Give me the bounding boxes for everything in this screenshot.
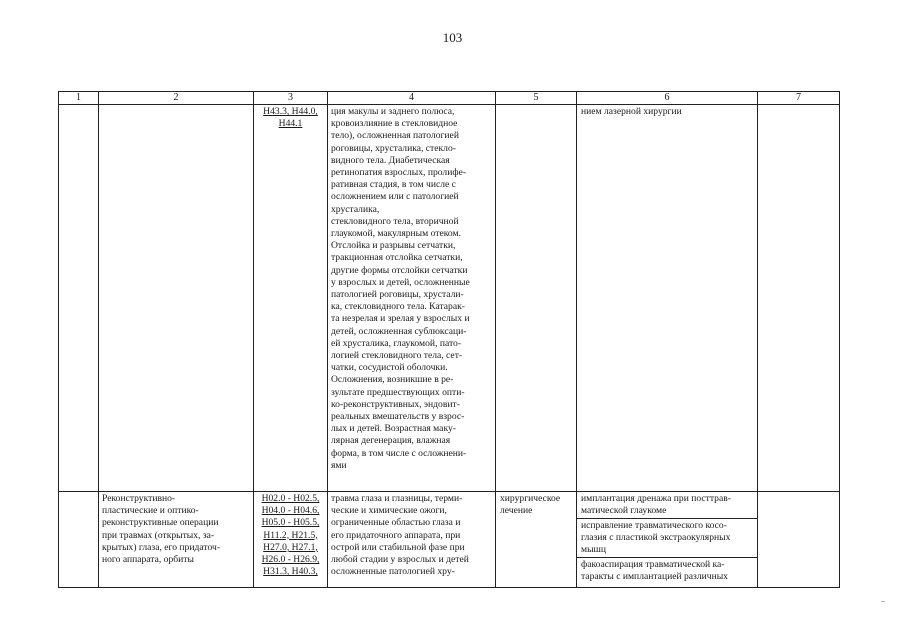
column-divider <box>576 92 577 587</box>
header-divider <box>59 104 839 105</box>
care-type-name: Реконструктивно- пластические и оптико- реконструктивные операции при травмах (открытых, за- крытых) глаза, его придаточ- ного аппарата, орбиты <box>102 493 221 566</box>
method-divider <box>577 518 757 519</box>
treatment-method: имплантация дренажа при посттрав- матической глаукоме <box>581 493 731 517</box>
disease-description: ция макулы и заднего полюса, кровоизлияние в стекловидное тело), осложненная патологией роговицы, хрусталика, стекло- видного тела. Диабетическая ретинопатия взрослых, пролифе- ративная стадия, в том числе с осложнением или с патологией хрусталика, стекловидного тела, вторичной глаукомой, макулярным отеком. Отслойка и разрывы сетчатки, тракционная отслойка сетчатки, другие формы отслойки сетчатки у взрослых и детей, осложненные патологией роговицы, хрустали- ка, стекловидного тела. Катарак- та незрелая и зрелая у взрослых и детей, осложненная сублюксаци- ей хрусталика, глаукомой, пато- логией стекловидного тела, сет- чатки, сосудистой оболочки. Осложнения, возникшие в ре- зультате предшествующих опти- ко-реконструктивных, эндовит- реальных вмешательств у взрос- лых и детей. Возрастная маку- лярная дегенерация, влажная форма, в том числе с осложнени- ями <box>331 106 470 471</box>
column-divider <box>98 92 99 587</box>
treatment-method: нием лазерной хирургии <box>581 106 682 117</box>
header-cell-6: 6 <box>664 92 670 103</box>
column-divider <box>495 92 496 587</box>
page-number: 103 <box>442 30 463 45</box>
method-divider <box>577 557 757 558</box>
header-cell-7: 7 <box>796 92 801 103</box>
header-cell-1: 1 <box>76 92 81 103</box>
treatment-type: хирургическое лечение <box>500 493 561 517</box>
row-divider <box>59 491 839 492</box>
column-divider <box>327 92 328 587</box>
header-cell-2: 2 <box>173 92 179 103</box>
diagnosis-codes: H02.0 - H02.5, H04.0 - H04.6, H05.0 - H05.5, H11.2, H21.5, H27.0, H27.1, H26.0 - H26.9, H31.3, H40.3, <box>261 493 320 578</box>
header-cell-3: 3 <box>288 92 293 103</box>
header-cell-4: 4 <box>409 92 414 103</box>
treatment-method: исправление травматического косо- глазия с пластикой экстраокулярных мышц <box>581 520 731 556</box>
disease-description: травма глаза и глазницы, терми- ческие и химические ожоги, ограниченные областью глаза и его придаточного аппарата, при острой или стабильной фазе при любой стадии у взрослых и детей осложненные патологией хру- <box>331 493 469 578</box>
diagnosis-codes: H43.3, H44.0, H44.1 <box>263 106 318 130</box>
medical-procedures-table <box>58 91 840 588</box>
header-cell-5: 5 <box>533 92 539 103</box>
scan-speck <box>881 601 885 602</box>
column-divider <box>757 92 758 587</box>
treatment-method: факоаспирация травматической ка- таракты с имплантацией различных <box>581 559 728 583</box>
